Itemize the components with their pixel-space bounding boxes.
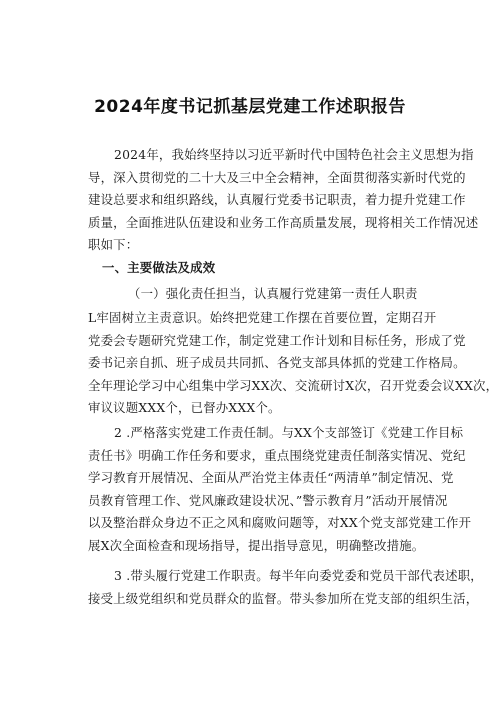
text-line: L牢固树立主责意识。始终把党建工作摆在首要位置，定期召开 [88,310,437,325]
text-line: 2 .严格落实党建工作责任制。与XX个支部签订《党建工作目标 [114,425,464,440]
text-line: 接受上级党组织和党员群众的监督。带头参加所在党支部的组织生活， [88,590,479,606]
text-line: 委书记亲自抓、班子成员共同抓、各党支部具体抓的党建工作格局。 [88,355,466,371]
text-line: 建设总要求和组织路线，认真履行党委书记职责，着力提升党建工作 [88,192,466,208]
intro-paragraph [88,144,479,257]
section-heading-block [88,257,430,280]
text-line: 质量，全面推进队伍建设和业务工作高质量发展，现将相关工作情况述 [88,214,479,230]
text-line: 全年理论学习中心组集中学习XX次、交流研讨X次，召开党委会议XX次， [88,377,499,393]
section-heading: 一、主要做法及成效 [102,260,216,275]
text-line: 导，深入贯彻党的二十大及三中全会精神，全面贯彻落实新时代党的 [88,169,466,185]
text-line: 3 .带头履行党建工作职责。每半年向委党委和党员干部代表述职， [114,568,483,583]
subsection-heading-block [88,283,430,306]
text-line: 展X次全面检查和现场指导，提出指导意见，明确整改措施。 [88,537,425,553]
document-title: 2024年度书记抓基层党建工作述职报告 [94,97,406,117]
subsection-heading: （一）强化责任担当，认真履行党建第一责任人职责 [128,286,418,301]
paragraph-2 [88,422,472,558]
text-line: 职如下： [88,237,139,253]
text-line: 2024年，我始终坚持以习近平新时代中国特色社会主义思想为指 [114,147,474,162]
text-line: 学习教育开展情况、全面从严治党主体责任“两清单”制定情况、党 [88,470,454,486]
text-line: 审议议题XXX个，已督办XXX个。 [88,400,281,416]
paragraph-1 [88,307,499,420]
paragraph-3 [88,565,483,610]
text-line: 党委会专题研究党建工作，制定党建工作计划和目标任务，形成了党 [88,332,466,348]
text-line: 以及整治群众身边不正之风和腐败问题等，对XX个党支部党建工作开 [88,515,472,531]
text-line: 员教育管理工作、党风廉政建设状况、”警示教育月”活动开展情况 [88,492,448,508]
text-line: 责任书》明确工作任务和要求，重点围绕党建责任制落实情况、党纪 [88,447,466,463]
